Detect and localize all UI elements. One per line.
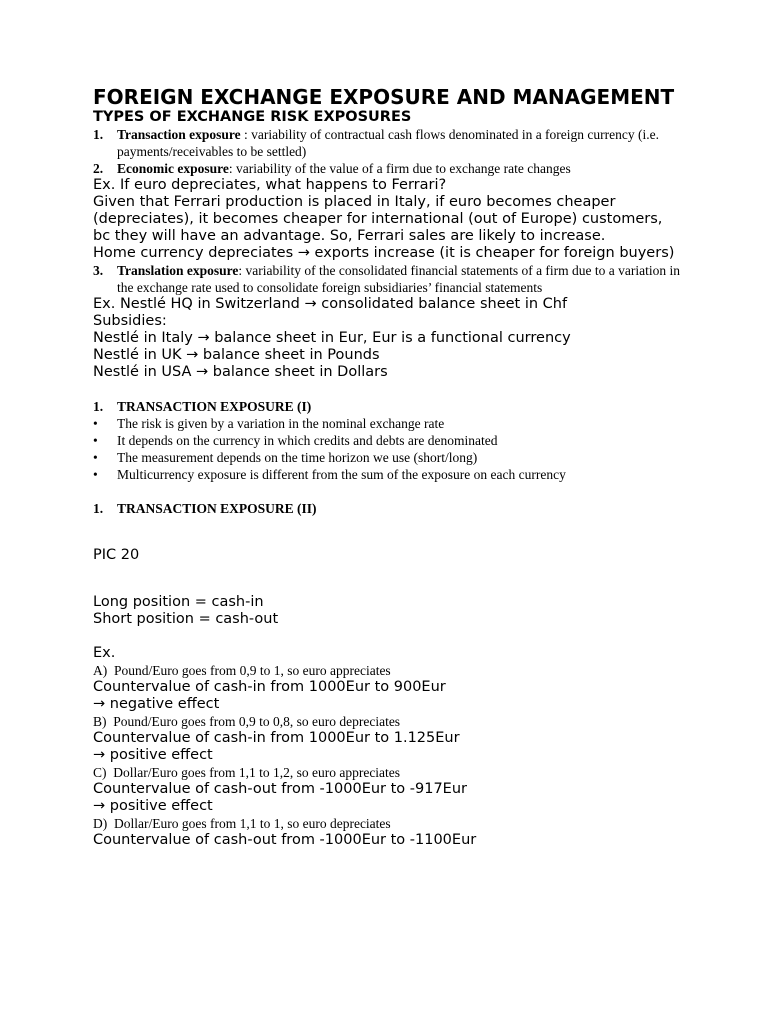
bullet-icon: •	[93, 467, 98, 482]
example-case-text: Dollar/Euro goes from 1,1 to 1, so euro depreciates	[114, 816, 391, 831]
bullet-icon: •	[93, 416, 98, 431]
example-case	[93, 815, 683, 832]
exposure-term: Transaction exposure	[117, 127, 241, 142]
list-item	[93, 466, 683, 483]
list-item-text: The risk is given by a variation in the nominal exchange rate	[117, 416, 445, 431]
picture-reference: PIC 20	[93, 547, 140, 563]
countervalue-line: Countervalue of cash-out from -1000Eur to -917Eur	[93, 781, 467, 797]
exposure-term: Economic exposure	[117, 161, 229, 176]
list-item-text: It depends on the currency in which credits and debts are denominated	[117, 433, 498, 448]
example-letter: D)	[93, 816, 108, 831]
example-case	[93, 662, 683, 679]
exposure-type-item	[93, 126, 683, 160]
note-paragraph: Ex. Nestlé HQ in Switzerland → consolidated balance sheet in Chf	[93, 296, 568, 312]
example-case	[93, 764, 683, 781]
item-number: 1.	[93, 127, 104, 142]
countervalue-line: Countervalue of cash-in from 1000Eur to 1.125Eur	[93, 730, 460, 746]
effect-line: → negative effect	[93, 696, 220, 712]
section-heading-text: TRANSACTION EXPOSURE (II)	[117, 501, 317, 516]
definition-line: Long position = cash-in	[93, 594, 264, 610]
section-number: 1.	[93, 501, 104, 516]
section-subtitle: TYPES OF EXCHANGE RISK EXPOSURES	[93, 109, 412, 125]
example-letter: C)	[93, 765, 107, 780]
section-heading-text: TRANSACTION EXPOSURE (I)	[117, 399, 312, 414]
document-title: FOREIGN EXCHANGE EXPOSURE AND MANAGEMENT	[93, 85, 675, 109]
example-letter: A)	[93, 663, 108, 678]
countervalue-line: Countervalue of cash-out from -1000Eur to -1100Eur	[93, 832, 477, 848]
section-heading	[93, 398, 683, 415]
example-case-text: Dollar/Euro goes from 1,1 to 1,2, so euro appreciates	[113, 765, 401, 780]
example-label: Ex.	[93, 645, 116, 661]
definition-line: Short position = cash-out	[93, 611, 279, 627]
exposure-term: Translation exposure	[117, 263, 239, 278]
separator: :	[228, 161, 237, 176]
exposure-type-item	[93, 160, 683, 177]
example-letter: B)	[93, 714, 107, 729]
example-case-text: Pound/Euro goes from 0,9 to 0,8, so euro depreciates	[113, 714, 401, 729]
example-case	[93, 713, 683, 730]
exposure-description: variability of contractual cash flows denominated in a foreign currency (i.e. payments/receivables to be settled)	[117, 127, 659, 159]
bullet-icon: •	[93, 433, 98, 448]
note-paragraph: Nestlé in USA → balance sheet in Dollars	[93, 364, 388, 380]
document-page	[93, 86, 683, 849]
exposure-description: variability of the value of a firm due to exchange rate changes	[236, 161, 571, 176]
list-item	[93, 449, 683, 466]
note-paragraph: Nestlé in Italy → balance sheet in Eur, Eur is a functional currency	[93, 330, 571, 346]
countervalue-line: Countervalue of cash-in from 1000Eur to 900Eur	[93, 679, 446, 695]
note-paragraph: Subsidies:	[93, 313, 167, 329]
example-case-text: Pound/Euro goes from 0,9 to 1, so euro appreciates	[114, 663, 391, 678]
list-item	[93, 432, 683, 449]
section-number: 1.	[93, 399, 104, 414]
list-item-text: The measurement depends on the time horizon we use (short/long)	[117, 450, 478, 465]
effect-line: → positive effect	[93, 798, 213, 814]
item-number: 3.	[93, 263, 104, 278]
note-paragraph: Home currency depreciates → exports increase (it is cheaper for foreign buyers)	[93, 245, 675, 261]
item-number: 2.	[93, 161, 104, 176]
note-paragraph: Given that Ferrari production is placed in Italy, if euro becomes cheaper (depreciates), it becomes cheaper for international (out of Europe) customers, bc they will have an advantage. So, Ferrari sales are likely to increase.	[93, 194, 663, 244]
separator: :	[238, 263, 246, 278]
list-item	[93, 415, 683, 432]
exposure-type-item	[93, 262, 683, 296]
section-heading	[93, 500, 683, 517]
note-paragraph: Nestlé in UK → balance sheet in Pounds	[93, 347, 380, 363]
note-paragraph: Ex. If euro depreciates, what happens to Ferrari?	[93, 177, 447, 193]
list-item-text: Multicurrency exposure is different from the sum of the exposure on each currency	[117, 467, 566, 482]
bullet-icon: •	[93, 450, 98, 465]
effect-line: → positive effect	[93, 747, 213, 763]
separator: :	[240, 127, 252, 142]
exposure-description: variability of the consolidated financial statements of a firm due to a variation in the exchange rate used to consolidate foreign subsidiaries’ financial statements	[117, 263, 681, 295]
